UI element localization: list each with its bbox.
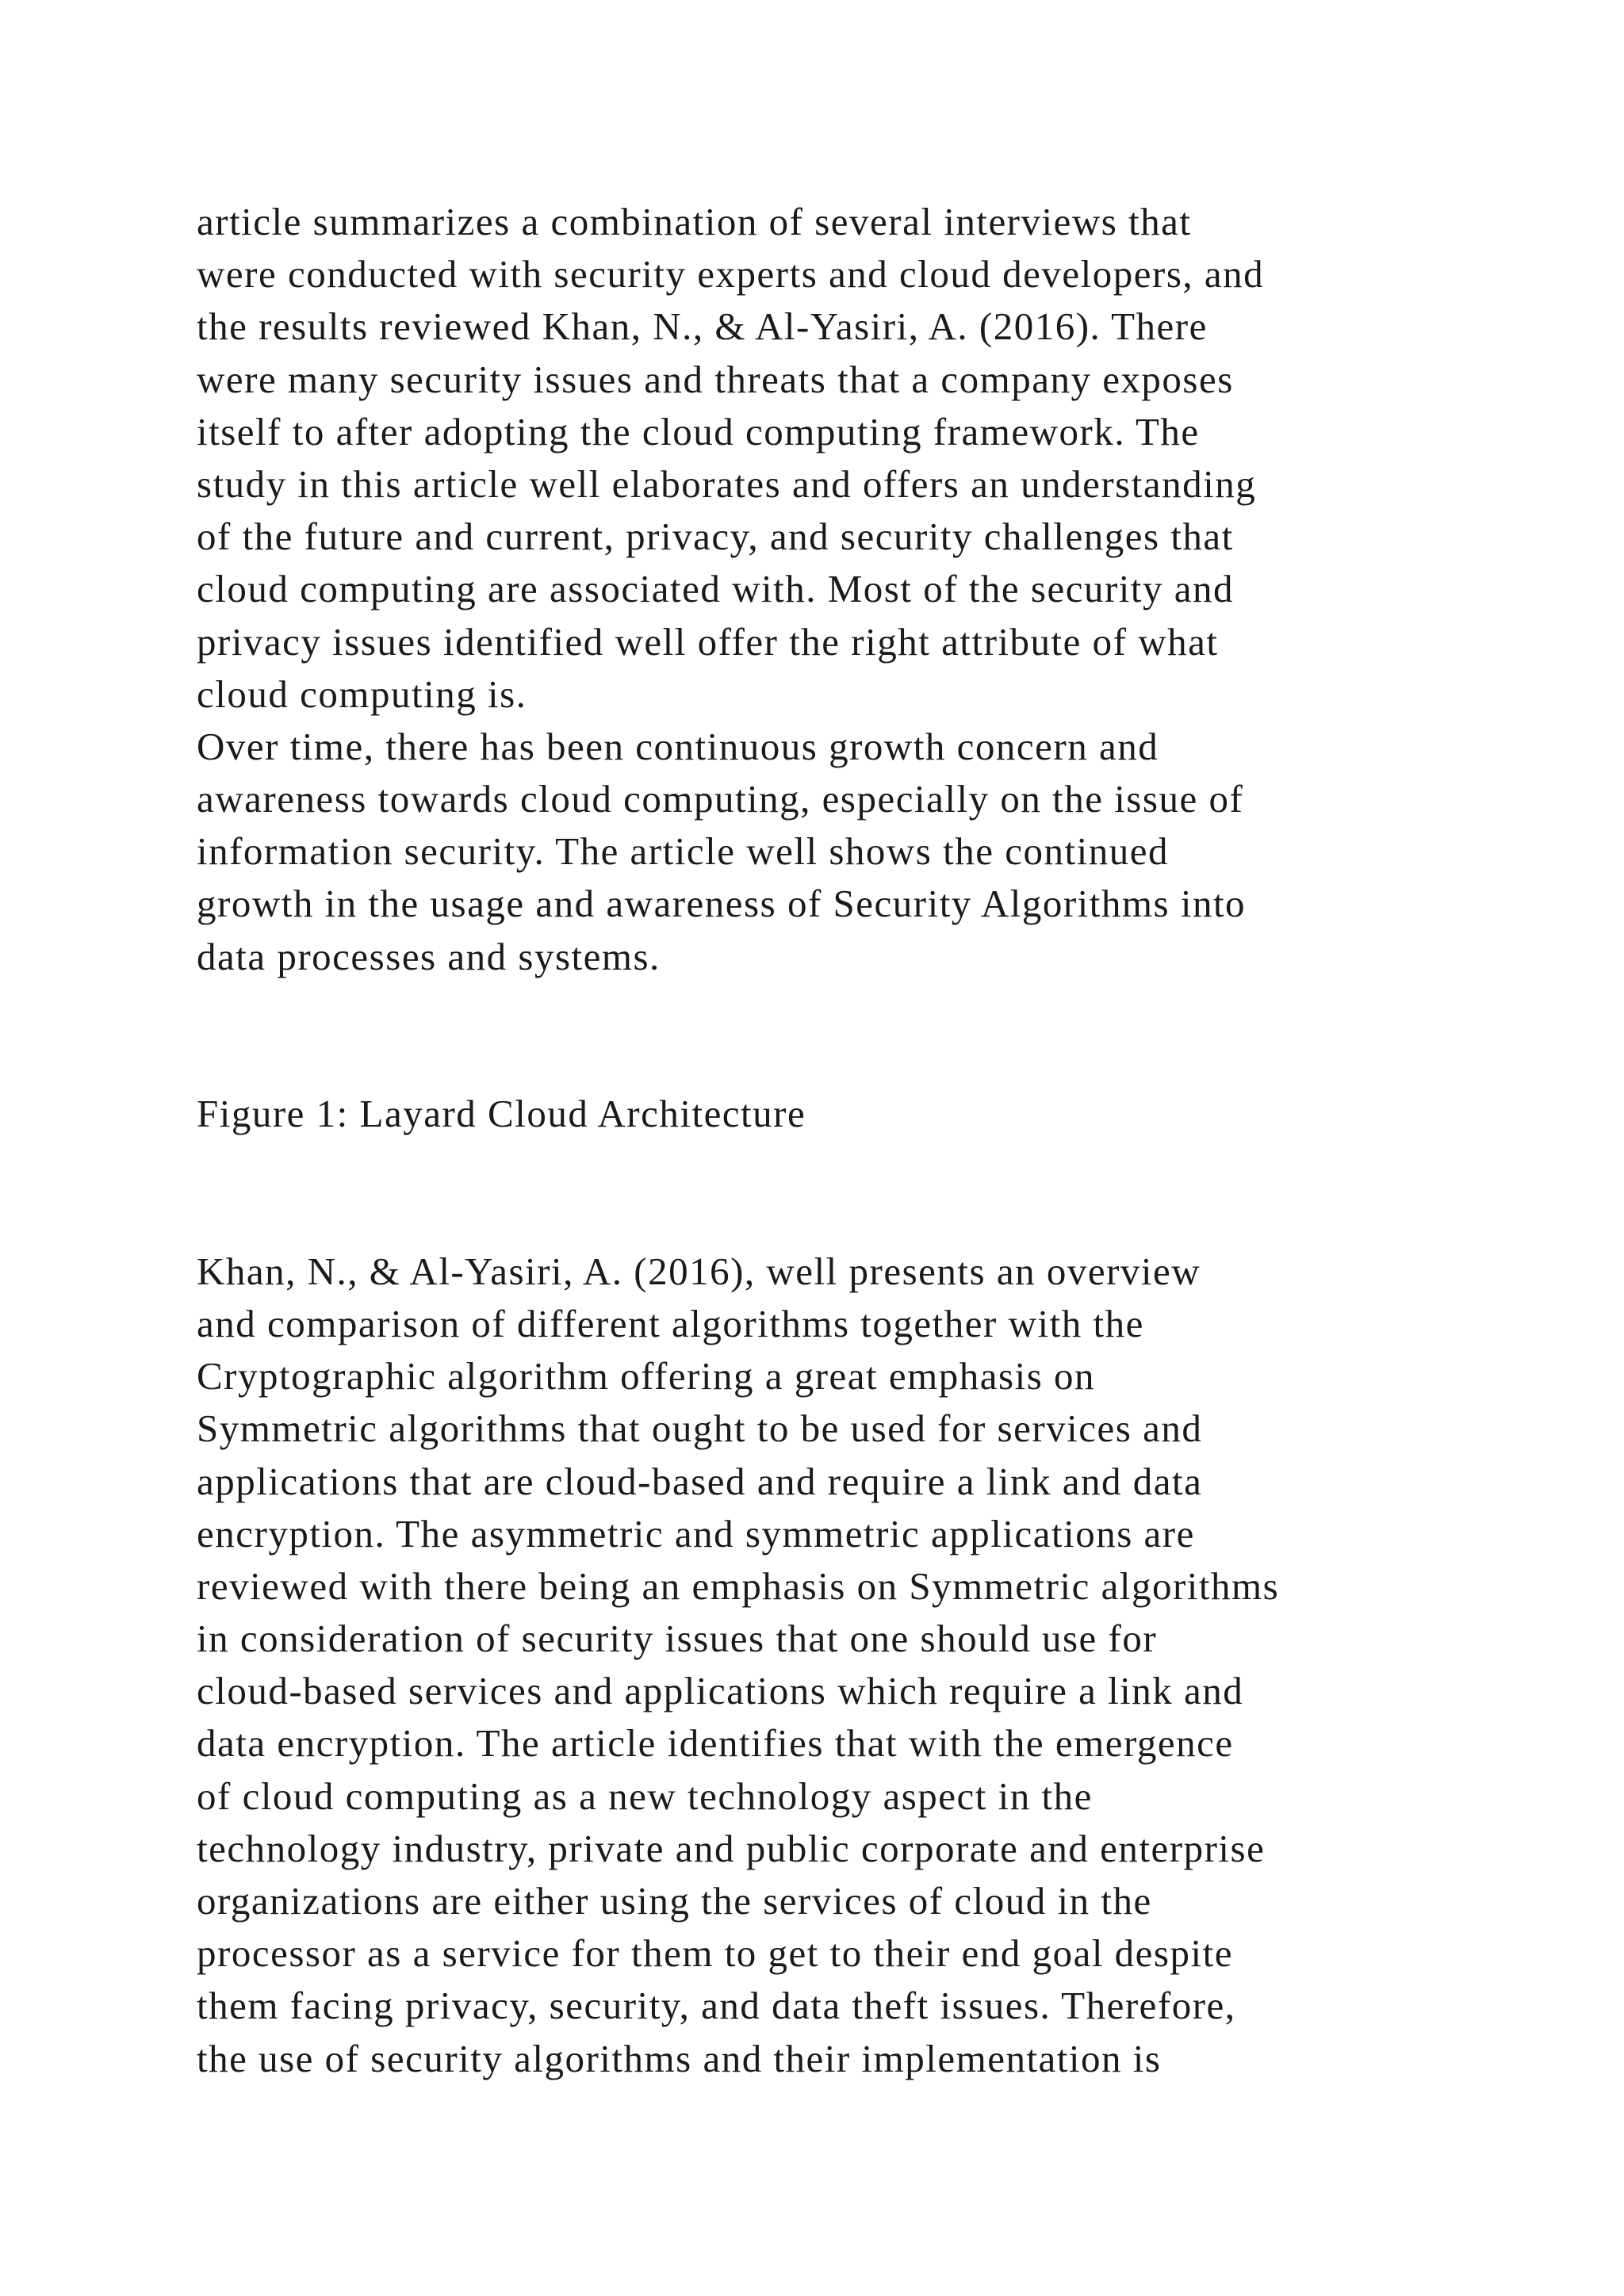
- text-line: organizations are either using the services of cloud in the: [197, 1879, 1152, 1923]
- text-line: cloud computing are associated with. Most of the security and: [197, 567, 1235, 611]
- text-line: cloud-based services and applications which require a link and: [197, 1669, 1244, 1713]
- text-line: growth in the usage and awareness of Security Algorithms into: [197, 882, 1247, 926]
- text-line: encryption. The asymmetric and symmetric applications are: [197, 1511, 1195, 1556]
- text-line: processor as a service for them to get to their end goal despite: [197, 1931, 1233, 1976]
- text-line: technology industry, private and public corporate and enterprise: [197, 1826, 1266, 1870]
- text-line: the results reviewed Khan, N., & Al-Yasiri, A. (2016). There: [197, 304, 1208, 349]
- text-line: article summarizes a combination of several interviews that: [197, 200, 1192, 243]
- text-line: awareness towards cloud computing, especially on the issue of: [197, 777, 1244, 821]
- text-line: Over time, there has been continuous growth concern and: [197, 724, 1159, 768]
- figure-caption: Figure 1: Layard Cloud Architecture: [197, 1092, 806, 1136]
- text-line: Khan, N., & Al-Yasiri, A. (2016), well presents an overview: [197, 1249, 1201, 1293]
- text-line: privacy issues identified well offer the right attribute of what: [197, 619, 1219, 664]
- text-line: applications that are cloud-based and require a link and data: [197, 1459, 1203, 1503]
- text-line: Symmetric algorithms that ought to be used for services and: [197, 1406, 1203, 1451]
- text-line: data encryption. The article identifies that with the emergence: [197, 1721, 1234, 1766]
- text-line: data processes and systems.: [197, 934, 661, 978]
- text-line: the use of security algorithms and their implementation is: [197, 2036, 1162, 2080]
- text-line: reviewed with there being an emphasis on Symmetric algorithms: [197, 1563, 1280, 1608]
- text-line: them facing privacy, security, and data theft issues. Therefore,: [197, 1984, 1236, 2028]
- paragraph-3: [197, 1246, 1465, 2085]
- text-line: study in this article well elaborates and offers an understanding: [197, 461, 1257, 506]
- text-line: were many security issues and threats that a company exposes: [197, 357, 1234, 401]
- text-line: in consideration of security issues that one should use for: [197, 1617, 1158, 1661]
- text-line: of cloud computing as a new technology aspect in the: [197, 1774, 1093, 1818]
- paragraph-2: [197, 721, 1465, 983]
- text-line: information security. The article well shows the continued: [197, 829, 1169, 874]
- text-line: cloud computing is.: [197, 672, 527, 716]
- text-line: of the future and current, privacy, and security challenges that: [197, 515, 1234, 559]
- text-line: and comparison of different algorithms together with the: [197, 1301, 1144, 1345]
- blank-space: [197, 983, 1465, 1088]
- paragraph-1: [197, 196, 1465, 721]
- text-line: Cryptographic algorithm offering a great emphasis on: [197, 1354, 1096, 1399]
- text-line: were conducted with security experts and cloud developers, and: [197, 252, 1265, 297]
- text-line: itself to after adopting the cloud computing framework. The: [197, 409, 1200, 453]
- document-body: [197, 196, 1465, 2085]
- blank-space: [197, 1140, 1465, 1245]
